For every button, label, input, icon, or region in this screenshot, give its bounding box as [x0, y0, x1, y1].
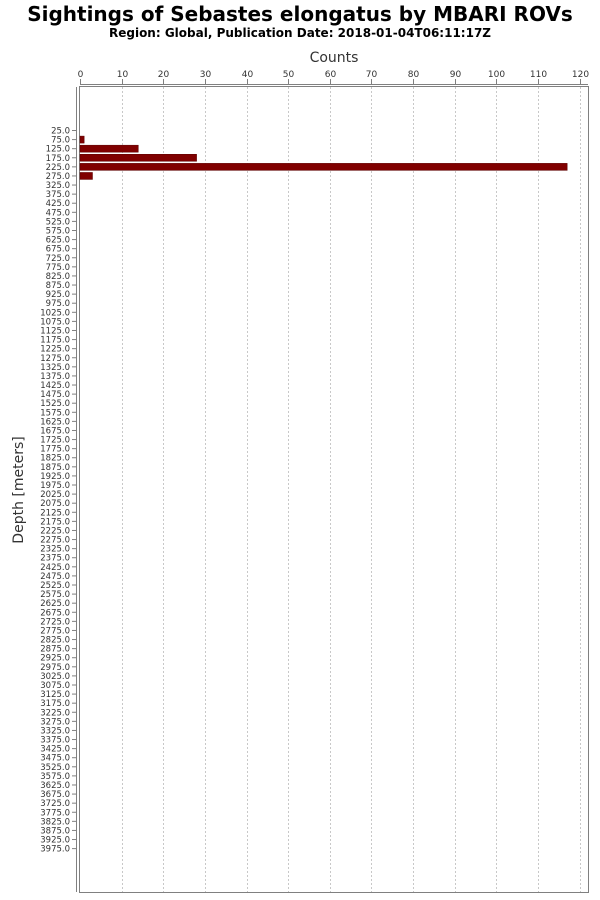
y-tick-label: 3825.0	[40, 817, 70, 828]
y-tick-label: 2675.0	[40, 608, 70, 619]
y-tick-label: 3075.0	[40, 680, 70, 691]
x-tick-label: 50	[282, 70, 295, 80]
y-tick-label: 1625.0	[40, 417, 70, 428]
y-tick-label: 2025.0	[40, 490, 70, 501]
y-tick-label: 2275.0	[40, 535, 70, 546]
y-tick-label: 2325.0	[40, 544, 70, 555]
y-tick-label: 3675.0	[40, 790, 70, 801]
y-tick-label: 1425.0	[40, 381, 70, 392]
y-tick-label: 1025.0	[40, 308, 70, 319]
y-tick-label: 1375.0	[40, 371, 70, 382]
y-tick-label: 3025.0	[40, 671, 70, 682]
y-tick-label: 2975.0	[40, 662, 70, 673]
y-tick-label: 3275.0	[40, 717, 70, 728]
x-tick-label: 0	[77, 70, 84, 80]
x-tick-label: 20	[157, 70, 170, 80]
x-tick-label: 110	[529, 70, 548, 80]
y-tick-label: 3725.0	[40, 799, 70, 810]
y-tick-label: 125.0	[45, 144, 70, 155]
x-tick-label: 120	[571, 70, 590, 80]
bars	[80, 136, 567, 179]
y-tick-label: 2375.0	[40, 553, 70, 564]
y-tick-label: 3925.0	[40, 835, 70, 846]
y-tick-label: 3225.0	[40, 708, 70, 719]
bar	[80, 154, 197, 161]
y-tick-label: 1125.0	[40, 326, 70, 337]
y-tick-label: 2175.0	[40, 517, 70, 528]
bar	[80, 172, 92, 179]
chart-subtitle: Region: Global, Publication Date: 2018-01-04T06:11:17Z	[108, 26, 492, 40]
y-tick-label: 1675.0	[40, 426, 70, 437]
y-tick-label: 1975.0	[40, 481, 70, 492]
y-tick-label: 3875.0	[40, 826, 70, 837]
y-tick-label: 1825.0	[40, 453, 70, 464]
y-tick-label: 1875.0	[40, 462, 70, 473]
y-tick-label: 2825.0	[40, 635, 70, 646]
x-tick-label: 100	[487, 70, 506, 80]
y-tick-label: 175.0	[45, 153, 70, 164]
y-tick-label: 3575.0	[40, 771, 70, 782]
y-tick-label: 625.0	[45, 235, 70, 246]
x-tick-label: 80	[407, 70, 420, 80]
y-tick-label: 3975.0	[40, 844, 70, 855]
y-tick-label: 2775.0	[40, 626, 70, 637]
y-tick-label: 1925.0	[40, 471, 70, 482]
y-tick-label: 525.0	[45, 217, 70, 228]
y-tick-label: 75.0	[51, 135, 70, 146]
x-tick-label: 40	[241, 70, 254, 80]
y-tick-label: 3375.0	[40, 735, 70, 746]
gridlines	[123, 87, 581, 892]
y-tick-label: 325.0	[45, 181, 70, 192]
x-axis	[78, 70, 590, 85]
x-tick-label: 10	[116, 70, 129, 80]
x-tick-label: 60	[324, 70, 337, 80]
y-tick-label: 3175.0	[40, 699, 70, 710]
y-tick-label: 1075.0	[40, 317, 70, 328]
y-tick-label: 2625.0	[40, 599, 70, 610]
y-axis-label: Depth [meters]	[11, 436, 27, 544]
chart-title: Sightings of Sebastes elongatus by MBARI ROVs	[27, 2, 573, 26]
y-tick-label: 2725.0	[40, 617, 70, 628]
y-tick-label: 575.0	[45, 226, 70, 237]
y-tick-label: 1175.0	[40, 335, 70, 346]
y-tick-label: 1725.0	[40, 435, 70, 446]
y-tick-label: 3625.0	[40, 780, 70, 791]
y-tick-label: 1475.0	[40, 390, 70, 401]
y-tick-label: 475.0	[45, 208, 70, 219]
y-tick-label: 675.0	[45, 244, 70, 255]
y-tick-label: 3525.0	[40, 762, 70, 773]
y-tick-label: 2475.0	[40, 571, 70, 582]
y-tick-label: 725.0	[45, 253, 70, 264]
y-tick-label: 975.0	[45, 299, 70, 310]
y-tick-label: 1275.0	[40, 353, 70, 364]
y-tick-label: 925.0	[45, 290, 70, 301]
y-tick-label: 2225.0	[40, 526, 70, 537]
y-tick-label: 3125.0	[40, 690, 70, 701]
y-tick-label: 25.0	[51, 126, 70, 137]
y-tick-label: 3325.0	[40, 726, 70, 737]
bar	[80, 136, 84, 143]
x-tick-label: 70	[365, 70, 378, 80]
y-tick-label: 3425.0	[40, 744, 70, 755]
y-tick-label: 2925.0	[40, 653, 70, 664]
y-tick-label: 1525.0	[40, 399, 70, 410]
y-tick-label: 1575.0	[40, 408, 70, 419]
bar	[80, 163, 567, 170]
y-tick-label: 1775.0	[40, 444, 70, 455]
y-tick-label: 2425.0	[40, 562, 70, 573]
plot-area	[80, 87, 589, 893]
y-tick-label: 2525.0	[40, 581, 70, 591]
y-tick-label: 2125.0	[40, 508, 70, 519]
y-tick-label: 275.0	[45, 171, 70, 182]
x-tick-label: 90	[449, 70, 462, 80]
y-axis	[40, 87, 76, 892]
bar	[80, 145, 138, 152]
x-tick-label: 30	[199, 70, 212, 80]
y-tick-label: 3475.0	[40, 753, 70, 764]
y-tick-label: 2575.0	[40, 590, 70, 601]
y-tick-label: 2875.0	[40, 644, 70, 655]
y-tick-label: 825.0	[45, 271, 70, 282]
y-tick-label: 1325.0	[40, 362, 70, 373]
y-tick-label: 775.0	[45, 262, 70, 273]
y-tick-label: 425.0	[45, 199, 70, 210]
y-tick-label: 2075.0	[40, 499, 70, 510]
y-tick-label: 1225.0	[40, 344, 70, 355]
y-tick-label: 3775.0	[40, 808, 70, 819]
y-tick-label: 225.0	[45, 162, 70, 173]
x-axis-label: Counts	[309, 50, 359, 66]
y-tick-label: 875.0	[45, 281, 70, 292]
y-tick-label: 375.0	[45, 190, 70, 201]
